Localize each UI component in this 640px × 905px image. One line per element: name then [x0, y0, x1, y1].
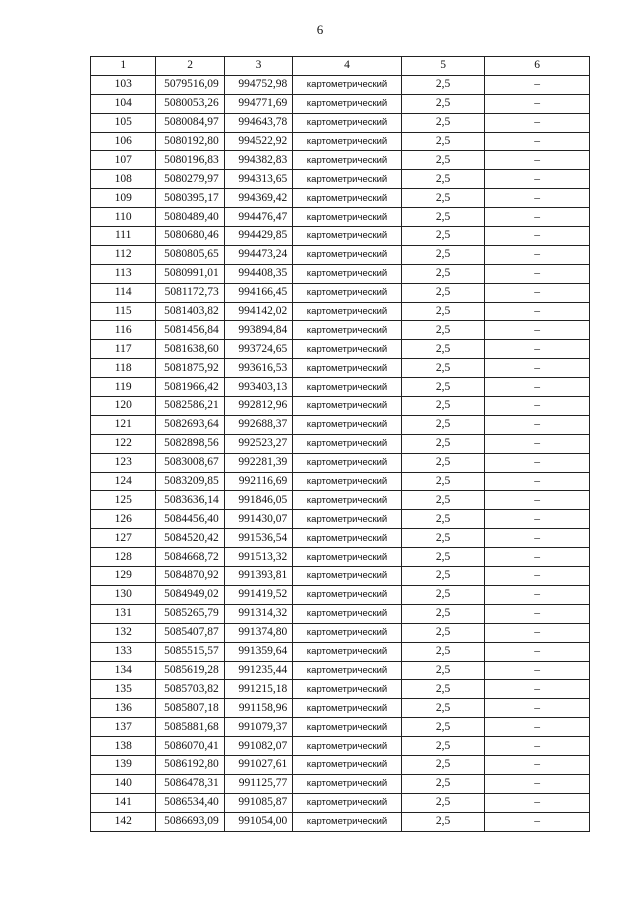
method-cell: картометрический — [293, 642, 402, 661]
method-cell: картометрический — [293, 472, 402, 491]
table-row — [91, 680, 590, 699]
method-cell: картометрический — [293, 604, 402, 623]
note-cell: – — [485, 661, 590, 680]
note-cell: – — [485, 264, 590, 283]
x-coordinate-cell: 5080805,65 — [156, 245, 224, 264]
method-cell: картометрический — [293, 227, 402, 246]
column-header: 6 — [485, 57, 590, 76]
method-cell: картометрический — [293, 302, 402, 321]
table-row — [91, 623, 590, 642]
table-row — [91, 812, 590, 831]
method-cell: картометрический — [293, 132, 402, 151]
point-number-cell: 137 — [91, 718, 156, 737]
point-number-cell: 105 — [91, 113, 156, 132]
table-row — [91, 472, 590, 491]
note-cell: – — [485, 340, 590, 359]
note-cell: – — [485, 227, 590, 246]
method-cell: картометрический — [293, 623, 402, 642]
accuracy-cell: 2,5 — [401, 321, 485, 340]
note-cell: – — [485, 774, 590, 793]
note-cell: – — [485, 208, 590, 227]
accuracy-cell: 2,5 — [401, 642, 485, 661]
x-coordinate-cell: 5081638,60 — [156, 340, 224, 359]
accuracy-cell: 2,5 — [401, 151, 485, 170]
point-number-cell: 103 — [91, 75, 156, 94]
method-cell: картометрический — [293, 699, 402, 718]
point-number-cell: 122 — [91, 434, 156, 453]
accuracy-cell: 2,5 — [401, 170, 485, 189]
y-coordinate-cell: 991054,00 — [224, 812, 292, 831]
accuracy-cell: 2,5 — [401, 529, 485, 548]
y-coordinate-cell: 994473,24 — [224, 245, 292, 264]
accuracy-cell: 2,5 — [401, 264, 485, 283]
y-coordinate-cell: 992688,37 — [224, 415, 292, 434]
y-coordinate-cell: 991314,32 — [224, 604, 292, 623]
x-coordinate-cell: 5081875,92 — [156, 359, 224, 378]
y-coordinate-cell: 994429,85 — [224, 227, 292, 246]
accuracy-cell: 2,5 — [401, 774, 485, 793]
accuracy-cell: 2,5 — [401, 397, 485, 416]
accuracy-cell: 2,5 — [401, 75, 485, 94]
method-cell: картометрический — [293, 680, 402, 699]
y-coordinate-cell: 992281,39 — [224, 453, 292, 472]
table-row — [91, 75, 590, 94]
table-row — [91, 208, 590, 227]
y-coordinate-cell: 991513,32 — [224, 548, 292, 567]
x-coordinate-cell: 5086693,09 — [156, 812, 224, 831]
table-row — [91, 245, 590, 264]
column-header: 1 — [91, 57, 156, 76]
x-coordinate-cell: 5084456,40 — [156, 510, 224, 529]
table-row — [91, 227, 590, 246]
y-coordinate-cell: 991419,52 — [224, 585, 292, 604]
note-cell: – — [485, 718, 590, 737]
x-coordinate-cell: 5082586,21 — [156, 397, 224, 416]
x-coordinate-cell: 5085619,28 — [156, 661, 224, 680]
accuracy-cell: 2,5 — [401, 340, 485, 359]
accuracy-cell: 2,5 — [401, 793, 485, 812]
accuracy-cell: 2,5 — [401, 378, 485, 397]
point-number-cell: 138 — [91, 737, 156, 756]
x-coordinate-cell: 5080196,83 — [156, 151, 224, 170]
table-row — [91, 604, 590, 623]
table-row — [91, 189, 590, 208]
accuracy-cell: 2,5 — [401, 227, 485, 246]
note-cell: – — [485, 472, 590, 491]
note-cell: – — [485, 585, 590, 604]
table-row — [91, 529, 590, 548]
point-number-cell: 109 — [91, 189, 156, 208]
table-row — [91, 642, 590, 661]
x-coordinate-cell: 5081172,73 — [156, 283, 224, 302]
note-cell: – — [485, 397, 590, 416]
y-coordinate-cell: 994408,35 — [224, 264, 292, 283]
y-coordinate-cell: 994313,65 — [224, 170, 292, 189]
x-coordinate-cell: 5085265,79 — [156, 604, 224, 623]
x-coordinate-cell: 5086534,40 — [156, 793, 224, 812]
x-coordinate-cell: 5085807,18 — [156, 699, 224, 718]
point-number-cell: 118 — [91, 359, 156, 378]
note-cell: – — [485, 737, 590, 756]
accuracy-cell: 2,5 — [401, 699, 485, 718]
note-cell: – — [485, 378, 590, 397]
y-coordinate-cell: 993894,84 — [224, 321, 292, 340]
method-cell: картометрический — [293, 585, 402, 604]
table-row — [91, 718, 590, 737]
y-coordinate-cell: 991027,61 — [224, 755, 292, 774]
table-row — [91, 378, 590, 397]
accuracy-cell: 2,5 — [401, 415, 485, 434]
accuracy-cell: 2,5 — [401, 737, 485, 756]
point-number-cell: 126 — [91, 510, 156, 529]
y-coordinate-cell: 991846,05 — [224, 491, 292, 510]
y-coordinate-cell: 991079,37 — [224, 718, 292, 737]
method-cell: картометрический — [293, 340, 402, 359]
method-cell: картометрический — [293, 359, 402, 378]
accuracy-cell: 2,5 — [401, 245, 485, 264]
table-row — [91, 491, 590, 510]
y-coordinate-cell: 994166,45 — [224, 283, 292, 302]
point-number-cell: 136 — [91, 699, 156, 718]
accuracy-cell: 2,5 — [401, 510, 485, 529]
x-coordinate-cell: 5085881,68 — [156, 718, 224, 737]
note-cell: – — [485, 623, 590, 642]
point-number-cell: 125 — [91, 491, 156, 510]
note-cell: – — [485, 529, 590, 548]
table-row — [91, 283, 590, 302]
table-row — [91, 94, 590, 113]
table-row — [91, 264, 590, 283]
method-cell: картометрический — [293, 567, 402, 586]
column-header: 2 — [156, 57, 224, 76]
accuracy-cell: 2,5 — [401, 302, 485, 321]
method-cell: картометрический — [293, 170, 402, 189]
accuracy-cell: 2,5 — [401, 208, 485, 227]
point-number-cell: 107 — [91, 151, 156, 170]
table-row — [91, 548, 590, 567]
table-row — [91, 359, 590, 378]
point-number-cell: 113 — [91, 264, 156, 283]
note-cell: – — [485, 680, 590, 699]
accuracy-cell: 2,5 — [401, 359, 485, 378]
accuracy-cell: 2,5 — [401, 623, 485, 642]
method-cell: картометрический — [293, 151, 402, 170]
x-coordinate-cell: 5080084,97 — [156, 113, 224, 132]
table-row — [91, 510, 590, 529]
x-coordinate-cell: 5085703,82 — [156, 680, 224, 699]
point-number-cell: 111 — [91, 227, 156, 246]
method-cell: картометрический — [293, 94, 402, 113]
note-cell: – — [485, 434, 590, 453]
note-cell: – — [485, 75, 590, 94]
method-cell: картометрический — [293, 208, 402, 227]
method-cell: картометрический — [293, 434, 402, 453]
point-number-cell: 121 — [91, 415, 156, 434]
x-coordinate-cell: 5086070,41 — [156, 737, 224, 756]
note-cell: – — [485, 699, 590, 718]
accuracy-cell: 2,5 — [401, 567, 485, 586]
point-number-cell: 120 — [91, 397, 156, 416]
y-coordinate-cell: 991235,44 — [224, 661, 292, 680]
point-number-cell: 135 — [91, 680, 156, 699]
y-coordinate-cell: 994369,42 — [224, 189, 292, 208]
method-cell: картометрический — [293, 321, 402, 340]
note-cell: – — [485, 321, 590, 340]
table-row — [91, 302, 590, 321]
table-body — [91, 75, 590, 831]
y-coordinate-cell: 992116,69 — [224, 472, 292, 491]
accuracy-cell: 2,5 — [401, 189, 485, 208]
point-number-cell: 116 — [91, 321, 156, 340]
method-cell: картометрический — [293, 378, 402, 397]
table-row — [91, 170, 590, 189]
note-cell: – — [485, 94, 590, 113]
x-coordinate-cell: 5082898,56 — [156, 434, 224, 453]
point-number-cell: 139 — [91, 755, 156, 774]
point-number-cell: 141 — [91, 793, 156, 812]
y-coordinate-cell: 991158,96 — [224, 699, 292, 718]
table-row — [91, 567, 590, 586]
point-number-cell: 140 — [91, 774, 156, 793]
note-cell: – — [485, 170, 590, 189]
note-cell: – — [485, 491, 590, 510]
x-coordinate-cell: 5083008,67 — [156, 453, 224, 472]
point-number-cell: 128 — [91, 548, 156, 567]
x-coordinate-cell: 5080680,46 — [156, 227, 224, 246]
note-cell: – — [485, 548, 590, 567]
y-coordinate-cell: 994522,92 — [224, 132, 292, 151]
note-cell: – — [485, 302, 590, 321]
accuracy-cell: 2,5 — [401, 472, 485, 491]
note-cell: – — [485, 151, 590, 170]
point-number-cell: 129 — [91, 567, 156, 586]
table-row — [91, 661, 590, 680]
point-number-cell: 112 — [91, 245, 156, 264]
method-cell: картометрический — [293, 397, 402, 416]
point-number-cell: 130 — [91, 585, 156, 604]
x-coordinate-cell: 5084949,02 — [156, 585, 224, 604]
y-coordinate-cell: 992523,27 — [224, 434, 292, 453]
note-cell: – — [485, 359, 590, 378]
column-header: 3 — [224, 57, 292, 76]
y-coordinate-cell: 993616,53 — [224, 359, 292, 378]
point-number-cell: 127 — [91, 529, 156, 548]
y-coordinate-cell: 993724,65 — [224, 340, 292, 359]
method-cell: картометрический — [293, 245, 402, 264]
x-coordinate-cell: 5084870,92 — [156, 567, 224, 586]
method-cell: картометрический — [293, 264, 402, 283]
y-coordinate-cell: 991374,80 — [224, 623, 292, 642]
point-number-cell: 108 — [91, 170, 156, 189]
table-row — [91, 321, 590, 340]
table-row — [91, 774, 590, 793]
x-coordinate-cell: 5084668,72 — [156, 548, 224, 567]
method-cell: картометрический — [293, 529, 402, 548]
y-coordinate-cell: 991125,77 — [224, 774, 292, 793]
point-number-cell: 115 — [91, 302, 156, 321]
x-coordinate-cell: 5081403,82 — [156, 302, 224, 321]
point-number-cell: 106 — [91, 132, 156, 151]
point-number-cell: 132 — [91, 623, 156, 642]
y-coordinate-cell: 994142,02 — [224, 302, 292, 321]
coordinates-table — [90, 56, 590, 832]
x-coordinate-cell: 5081456,84 — [156, 321, 224, 340]
point-number-cell: 104 — [91, 94, 156, 113]
note-cell: – — [485, 453, 590, 472]
method-cell: картометрический — [293, 548, 402, 567]
accuracy-cell: 2,5 — [401, 680, 485, 699]
x-coordinate-cell: 5082693,64 — [156, 415, 224, 434]
note-cell: – — [485, 113, 590, 132]
x-coordinate-cell: 5084520,42 — [156, 529, 224, 548]
method-cell: картометрический — [293, 812, 402, 831]
y-coordinate-cell: 991536,54 — [224, 529, 292, 548]
point-number-cell: 123 — [91, 453, 156, 472]
table-row — [91, 699, 590, 718]
column-header: 4 — [293, 57, 402, 76]
note-cell: – — [485, 415, 590, 434]
x-coordinate-cell: 5085515,57 — [156, 642, 224, 661]
method-cell: картометрический — [293, 189, 402, 208]
y-coordinate-cell: 991082,07 — [224, 737, 292, 756]
point-number-cell: 110 — [91, 208, 156, 227]
method-cell: картометрический — [293, 415, 402, 434]
accuracy-cell: 2,5 — [401, 812, 485, 831]
accuracy-cell: 2,5 — [401, 661, 485, 680]
table-row — [91, 737, 590, 756]
method-cell: картометрический — [293, 737, 402, 756]
method-cell: картометрический — [293, 75, 402, 94]
table-row — [91, 113, 590, 132]
accuracy-cell: 2,5 — [401, 113, 485, 132]
note-cell: – — [485, 755, 590, 774]
method-cell: картометрический — [293, 491, 402, 510]
accuracy-cell: 2,5 — [401, 604, 485, 623]
accuracy-cell: 2,5 — [401, 434, 485, 453]
table-row — [91, 415, 590, 434]
note-cell: – — [485, 510, 590, 529]
point-number-cell: 133 — [91, 642, 156, 661]
method-cell: картометрический — [293, 793, 402, 812]
table-row — [91, 453, 590, 472]
y-coordinate-cell: 992812,96 — [224, 397, 292, 416]
method-cell: картометрический — [293, 510, 402, 529]
table-row — [91, 132, 590, 151]
x-coordinate-cell: 5080991,01 — [156, 264, 224, 283]
point-number-cell: 142 — [91, 812, 156, 831]
note-cell: – — [485, 604, 590, 623]
table-row — [91, 397, 590, 416]
point-number-cell: 119 — [91, 378, 156, 397]
method-cell: картометрический — [293, 774, 402, 793]
y-coordinate-cell: 991359,64 — [224, 642, 292, 661]
y-coordinate-cell: 994382,83 — [224, 151, 292, 170]
x-coordinate-cell: 5086478,31 — [156, 774, 224, 793]
table-row — [91, 340, 590, 359]
y-coordinate-cell: 991393,81 — [224, 567, 292, 586]
note-cell: – — [485, 283, 590, 302]
table-row — [91, 585, 590, 604]
accuracy-cell: 2,5 — [401, 585, 485, 604]
accuracy-cell: 2,5 — [401, 132, 485, 151]
x-coordinate-cell: 5083636,14 — [156, 491, 224, 510]
table-row — [91, 151, 590, 170]
accuracy-cell: 2,5 — [401, 755, 485, 774]
x-coordinate-cell: 5080395,17 — [156, 189, 224, 208]
y-coordinate-cell: 993403,13 — [224, 378, 292, 397]
note-cell: – — [485, 812, 590, 831]
method-cell: картометрический — [293, 453, 402, 472]
accuracy-cell: 2,5 — [401, 453, 485, 472]
point-number-cell: 131 — [91, 604, 156, 623]
method-cell: картометрический — [293, 661, 402, 680]
method-cell: картометрический — [293, 718, 402, 737]
x-coordinate-cell: 5086192,80 — [156, 755, 224, 774]
x-coordinate-cell: 5080489,40 — [156, 208, 224, 227]
x-coordinate-cell: 5080279,97 — [156, 170, 224, 189]
y-coordinate-cell: 994643,78 — [224, 113, 292, 132]
note-cell: – — [485, 245, 590, 264]
method-cell: картометрический — [293, 755, 402, 774]
x-coordinate-cell: 5081966,42 — [156, 378, 224, 397]
point-number-cell: 124 — [91, 472, 156, 491]
x-coordinate-cell: 5079516,09 — [156, 75, 224, 94]
point-number-cell: 114 — [91, 283, 156, 302]
y-coordinate-cell: 994476,47 — [224, 208, 292, 227]
y-coordinate-cell: 991085,87 — [224, 793, 292, 812]
accuracy-cell: 2,5 — [401, 718, 485, 737]
table-row — [91, 434, 590, 453]
y-coordinate-cell: 991430,07 — [224, 510, 292, 529]
accuracy-cell: 2,5 — [401, 283, 485, 302]
table-header-row — [91, 57, 590, 76]
accuracy-cell: 2,5 — [401, 94, 485, 113]
x-coordinate-cell: 5080192,80 — [156, 132, 224, 151]
method-cell: картометрический — [293, 283, 402, 302]
accuracy-cell: 2,5 — [401, 491, 485, 510]
note-cell: – — [485, 567, 590, 586]
note-cell: – — [485, 132, 590, 151]
point-number-cell: 117 — [91, 340, 156, 359]
table-row — [91, 793, 590, 812]
page-number: 6 — [316, 22, 324, 37]
x-coordinate-cell: 5080053,26 — [156, 94, 224, 113]
accuracy-cell: 2,5 — [401, 548, 485, 567]
x-coordinate-cell: 5083209,85 — [156, 472, 224, 491]
note-cell: – — [485, 642, 590, 661]
column-header: 5 — [401, 57, 485, 76]
y-coordinate-cell: 994752,98 — [224, 75, 292, 94]
table-row — [91, 755, 590, 774]
note-cell: – — [485, 793, 590, 812]
note-cell: – — [485, 189, 590, 208]
point-number-cell: 134 — [91, 661, 156, 680]
x-coordinate-cell: 5085407,87 — [156, 623, 224, 642]
method-cell: картометрический — [293, 113, 402, 132]
y-coordinate-cell: 994771,69 — [224, 94, 292, 113]
y-coordinate-cell: 991215,18 — [224, 680, 292, 699]
